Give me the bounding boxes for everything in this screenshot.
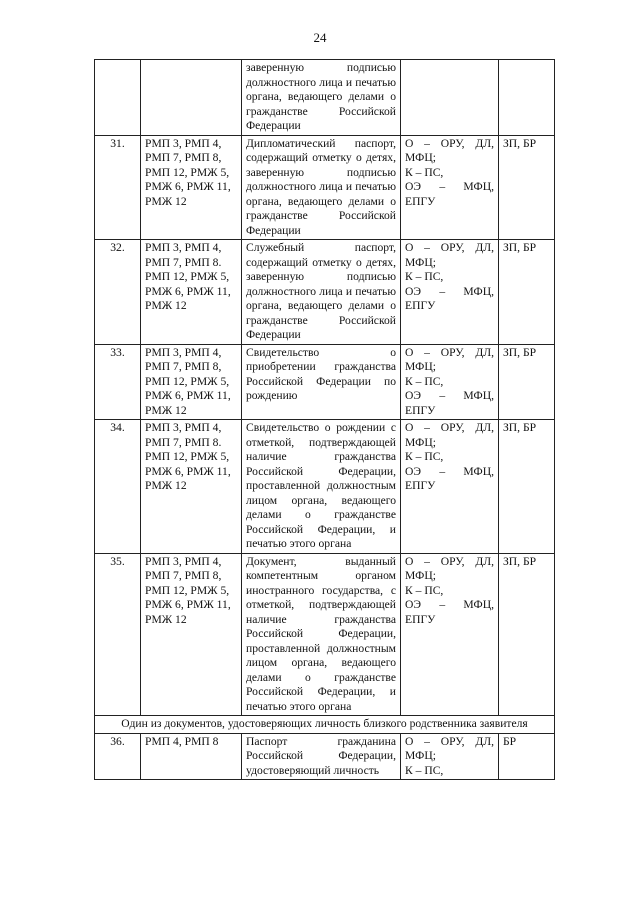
row-number: 34.	[95, 420, 141, 554]
page-number: 24	[313, 30, 327, 45]
service-line: К – ПС,	[405, 270, 444, 283]
table-row	[95, 240, 555, 345]
row-number	[95, 60, 141, 136]
row-mark: ЗП, БР	[499, 344, 555, 420]
row-document: Документ, выданный компетентным органом иностранного государства, с отметкой, подтверждающей наличие гражданства Российской Федерации, проставленной должностным лицом органа, ведающего делами о гражданстве Российской Федерации, и печатью этого органа	[242, 553, 401, 716]
row-codes	[141, 60, 242, 136]
table-row	[95, 135, 555, 240]
row-codes: РМП 3, РМП 4, РМП 7, РМП 8, РМП 12, РМЖ 5, РМЖ 6, РМЖ 11, РМЖ 12	[141, 553, 242, 716]
row-service	[401, 733, 499, 780]
service-line: К – ПС,	[405, 374, 444, 388]
row-document: Служебный паспорт, содержащий отметку о детях, заверенную подписью должностного лица и печатью органа, ведающего делами о гражданстве Российской Федерации	[242, 240, 401, 345]
row-document: Паспорт гражданина Российской Федерации, удостоверяющий личность	[242, 733, 401, 780]
row-codes: РМП 3, РМП 4, РМП 7, РМП 8. РМП 12, РМЖ 5, РМЖ 6, РМЖ 11, РМЖ 12	[141, 420, 242, 554]
row-document: Свидетельство о приобретении гражданства Российской Федерации по рождению	[242, 344, 401, 420]
row-codes: РМП 3, РМП 4, РМП 7, РМП 8, РМП 12, РМЖ 5, РМЖ 6, РМЖ 11, РМЖ 12	[141, 135, 242, 240]
row-service	[401, 420, 499, 554]
service-line: ОЭ – МФЦ, ЕПГУ	[405, 284, 494, 312]
service-line: О – ОРУ, ДЛ, МФЦ;	[405, 241, 494, 269]
row-mark	[499, 60, 555, 136]
row-mark: ЗП, БР	[499, 240, 555, 345]
table-row	[95, 733, 555, 780]
service-line: О – ОРУ, ДЛ, МФЦ;	[405, 345, 494, 373]
service-line: О – ОРУ, ДЛ, МФЦ;	[405, 734, 494, 762]
row-codes: РМП 4, РМП 8	[141, 733, 242, 780]
service-line: ОЭ – МФЦ, ЕПГУ	[405, 180, 494, 208]
row-mark: ЗП, БР	[499, 420, 555, 554]
service-line: К – ПС,	[405, 763, 444, 777]
table-row	[95, 553, 555, 716]
service-line: О – ОРУ, ДЛ, МФЦ;	[405, 421, 494, 449]
row-mark: ЗП, БР	[499, 553, 555, 716]
service-line: О – ОРУ, ДЛ, МФЦ;	[405, 554, 494, 582]
row-service	[401, 344, 499, 420]
row-service	[401, 135, 499, 240]
row-number: 31.	[95, 135, 141, 240]
service-line: ОЭ – МФЦ, ЕПГУ	[405, 389, 494, 417]
row-document: Дипломатический паспорт, содержащий отметку о детях, заверенную подписью должностного лица и печатью органа, ведающего делами о гражданстве Российской Федерации	[242, 135, 401, 240]
row-number: 33.	[95, 344, 141, 420]
row-document: Свидетельство о рождении с отметкой, подтверждающей наличие гражданства Российской Федерации, проставленной должностным лицом органа, ведающего делами о гражданстве Российской Федерации, и печатью этого органа	[242, 420, 401, 554]
service-line: К – ПС,	[405, 165, 444, 179]
table-row	[95, 420, 555, 554]
row-service	[401, 553, 499, 716]
service-line: ОЭ – МФЦ, ЕПГУ	[405, 464, 494, 492]
service-line: ОЭ – МФЦ, ЕПГУ	[405, 598, 494, 626]
row-document: заверенную подписью должностного лица и печатью органа, ведающего делами о гражданстве Российской Федерации	[242, 60, 401, 136]
documents-table	[94, 59, 555, 780]
service-line: К – ПС,	[405, 450, 444, 463]
service-line: О – ОРУ, ДЛ, МФЦ;	[405, 136, 494, 164]
table-row	[95, 344, 555, 420]
row-service	[401, 60, 499, 136]
row-codes: РМП 3, РМП 4, РМП 7, РМП 8, РМП 12, РМЖ 5, РМЖ 6, РМЖ 11, РМЖ 12	[141, 344, 242, 420]
service-line: К – ПС,	[405, 583, 444, 597]
row-codes: РМП 3, РМП 4, РМП 7, РМП 8. РМП 12, РМЖ 5, РМЖ 6, РМЖ 11, РМЖ 12	[141, 240, 242, 345]
table-row	[95, 60, 555, 136]
row-mark: БР	[499, 733, 555, 780]
section-header: Один из документов, удостоверяющих личность близкого родственника заявителя	[95, 716, 555, 734]
table-body	[95, 60, 555, 780]
row-number: 32.	[95, 240, 141, 345]
row-number: 36.	[95, 733, 141, 780]
section-header-row	[95, 716, 555, 734]
row-service	[401, 240, 499, 345]
row-mark: ЗП, БР	[499, 135, 555, 240]
row-number: 35.	[95, 553, 141, 716]
